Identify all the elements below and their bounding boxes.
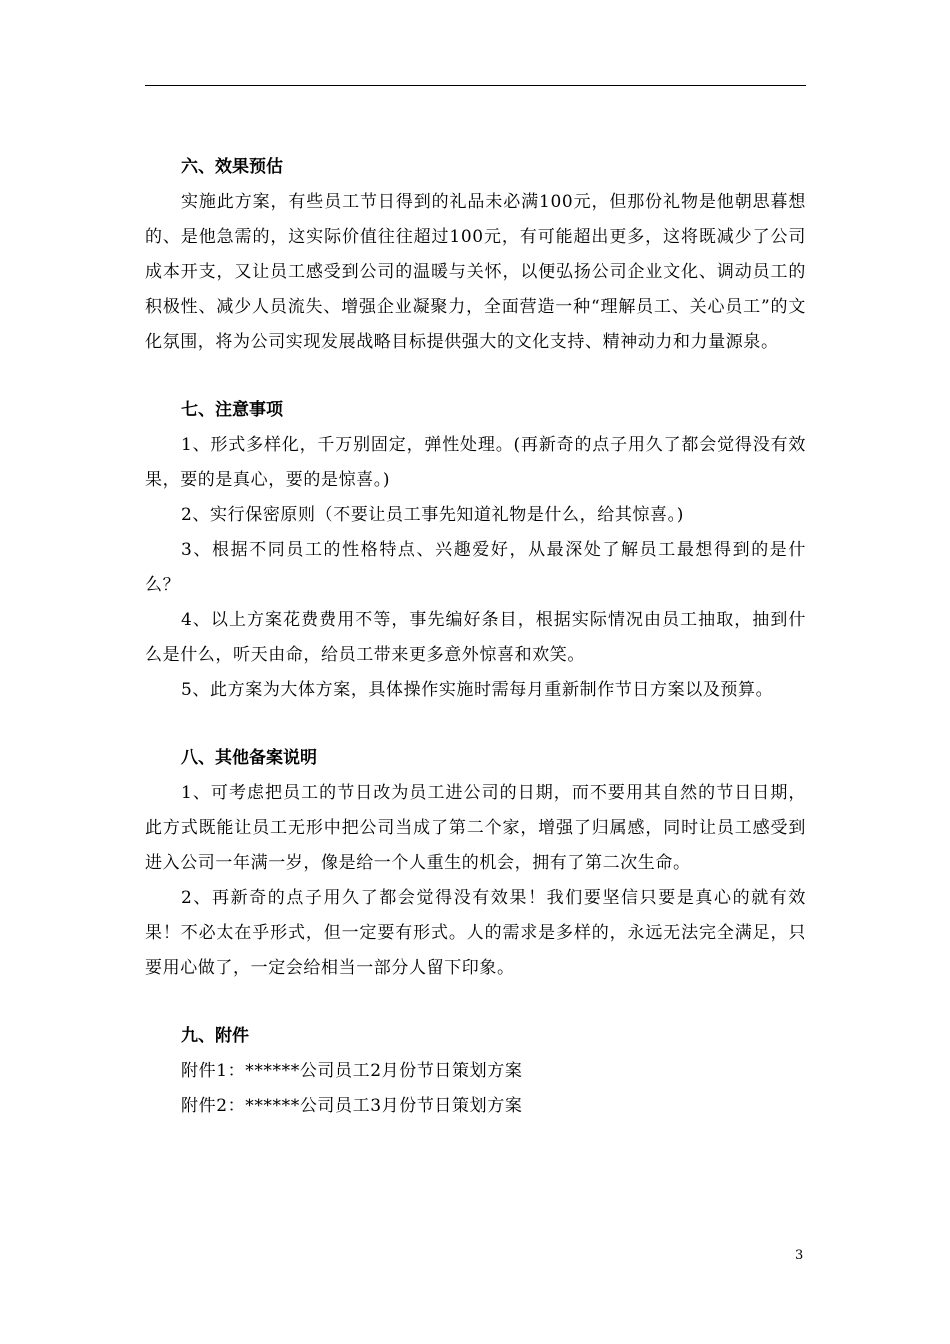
header-rule <box>145 85 806 86</box>
section-heading: 八、其他备案说明 <box>181 748 317 768</box>
paragraph: 4、以上方案花费费用不等，事先编好条目，根据实际情况由员工抽取，抽到什么是什么，听天由命，给员工带来更多意外惊喜和欢笑。 <box>145 610 806 665</box>
paragraph: 1、形式多样化，千万别固定，弹性处理。(再新奇的点子用久了都会觉得没有效果，要的是真心，要的是惊喜。) <box>145 435 806 490</box>
paragraph: 1、可考虑把员工的节日改为员工进公司的日期，而不要用其自然的节日日期，此方式既能让员工无形中把公司当成了第二个家，增强了归属感，同时让员工感受到进入公司一年满一岁，像是给一个人重生的机会，拥有了第二次生命。 <box>145 783 806 873</box>
paragraph: 实施此方案，有些员工节日得到的礼品未必满100元，但那份礼物是他朝思暮想的、是他急需的，这实际价值往往超过100元，有可能超出更多，这将既减少了公司成本开支，又让员工感受到公司的温暖与关怀，以便弘扬公司企业文化、调动员工的积极性、减少人员流失、增强企业凝聚力，全面营造一种“理解员工、关心员工”的文化氛围，将为公司实现发展战略目标提供强大的文化支持、精神动力和力量源泉。 <box>145 192 806 352</box>
section-notes <box>145 393 806 708</box>
section-heading: 七、注意事项 <box>181 400 283 420</box>
attachment-line: 附件1：******公司员工2月份节日策划方案 <box>181 1061 523 1081</box>
paragraph: 5、此方案为大体方案，具体操作实施时需每月重新制作节日方案以及预算。 <box>181 680 774 700</box>
document-body <box>145 150 806 1157</box>
page-number: 3 <box>795 1248 804 1263</box>
section-other-notes <box>145 741 806 986</box>
attachment-line: 附件2：******公司员工3月份节日策划方案 <box>181 1096 523 1116</box>
paragraph: 3、根据不同员工的性格特点、兴趣爱好，从最深处了解员工最想得到的是什么？ <box>145 540 806 595</box>
section-effect-estimate <box>145 150 806 360</box>
section-attachments <box>145 1019 806 1124</box>
section-heading: 九、附件 <box>181 1026 249 1046</box>
paragraph: 2、实行保密原则（不要让员工事先知道礼物是什么，给其惊喜。) <box>181 505 684 525</box>
paragraph: 2、再新奇的点子用久了都会觉得没有效果！我们要坚信只要是真心的就有效果！不必太在乎形式，但一定要有形式。人的需求是多样的，永远无法完全满足，只要用心做了，一定会给相当一部分人留下印象。 <box>145 888 806 978</box>
section-heading: 六、效果预估 <box>181 157 283 177</box>
